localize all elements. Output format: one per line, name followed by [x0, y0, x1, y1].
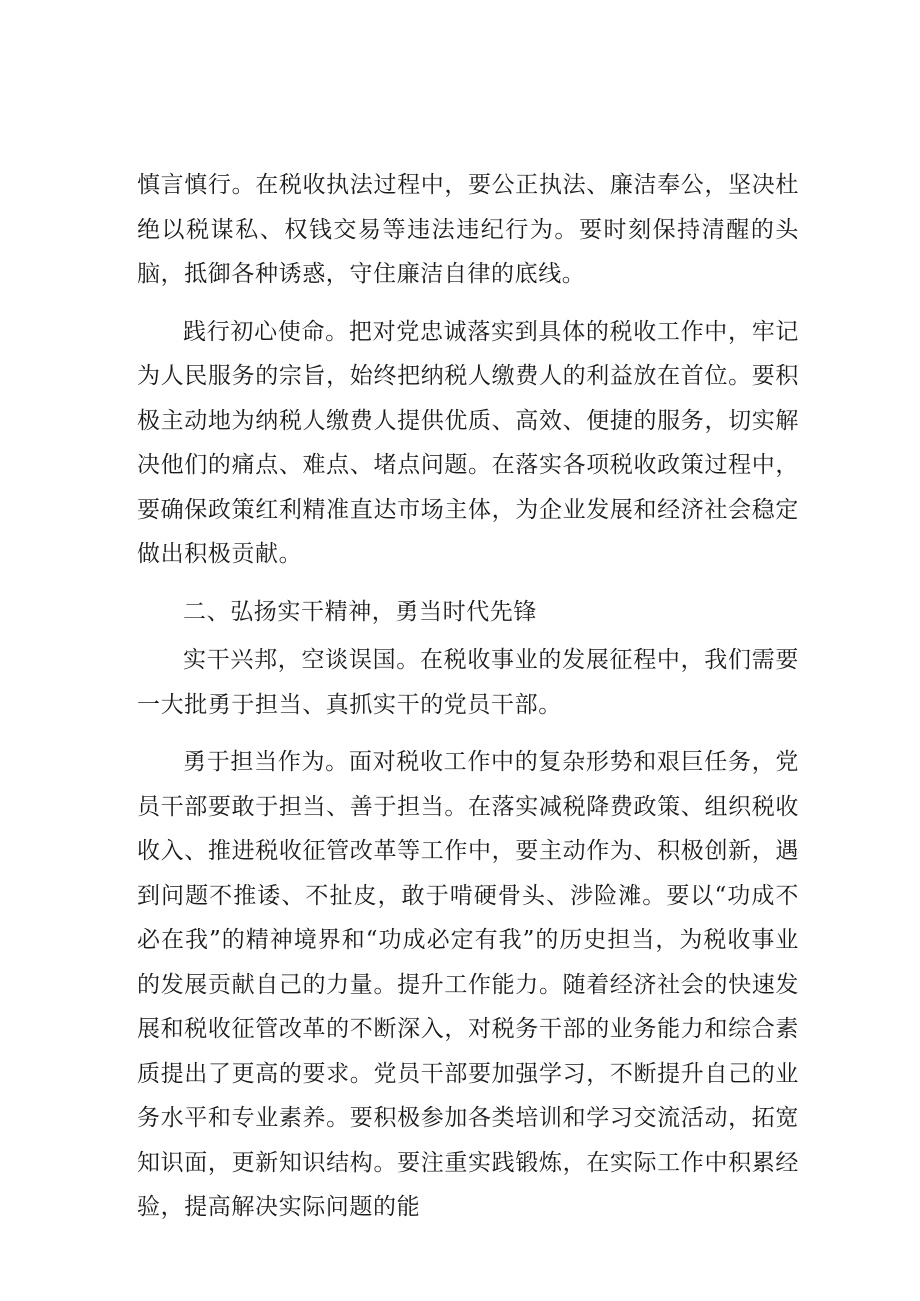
section-heading-2: 二、弘扬实干精神，勇当时代先锋 [183, 598, 537, 625]
paragraph-mission: 践行初心使命。把对党忠诚落实到具体的税收工作中，牢记为人民服务的宗旨，始终把纳税人缴费人的利益放在首位。要积极主动地为纳税人缴费人提供优质、高效、便捷的服务，切实解决他们的痛点、难点、堵点问题。在落实各项税收政策过程中，要确保政策红利精准直达市场主体，为企业发展和经济社会稳定做出积极贡献。 [137, 318, 799, 567]
document-body [137, 163, 799, 1243]
paragraph-practical-work: 实干兴邦，空谈误国。在税收事业的发展征程中，我们需要一大批勇于担当、真抓实干的党员干部。 [137, 647, 799, 718]
paragraph-responsibility: 勇于担当作为。面对税收工作中的复杂形势和艰巨任务，党员干部要敢于担当、善于担当。在落实减税降费政策、组织税收收入、推进税收征管改革等工作中，要主动作为、积极创新，遇到问题不推诿、不扯皮，敢于啃硬骨头、涉险滩。要以“功成不必在我”的精神境界和“功成必定有我”的历史担当，为税收事业的发展贡献自己的力量。提升工作能力。随着经济社会的快速发展和税收征管改革的不断深入，对税务干部的业务能力和综合素质提出了更高的要求。党员干部要加强学习，不断提升自己的业务水平和专业素养。要积极参加各类培训和学习交流活动，拓宽知识面，更新知识结构。要注重实践锻炼，在实际工作中积累经验，提高解决实际问题的能 [137, 749, 799, 1220]
paragraph-integrity: 慎言慎行。在税收执法过程中，要公正执法、廉洁奉公，坚决杜绝以税谋私、权钱交易等违法违纪行为。要时刻保持清醒的头脑，抵御各种诱惑，守住廉洁自律的底线。 [137, 172, 799, 287]
